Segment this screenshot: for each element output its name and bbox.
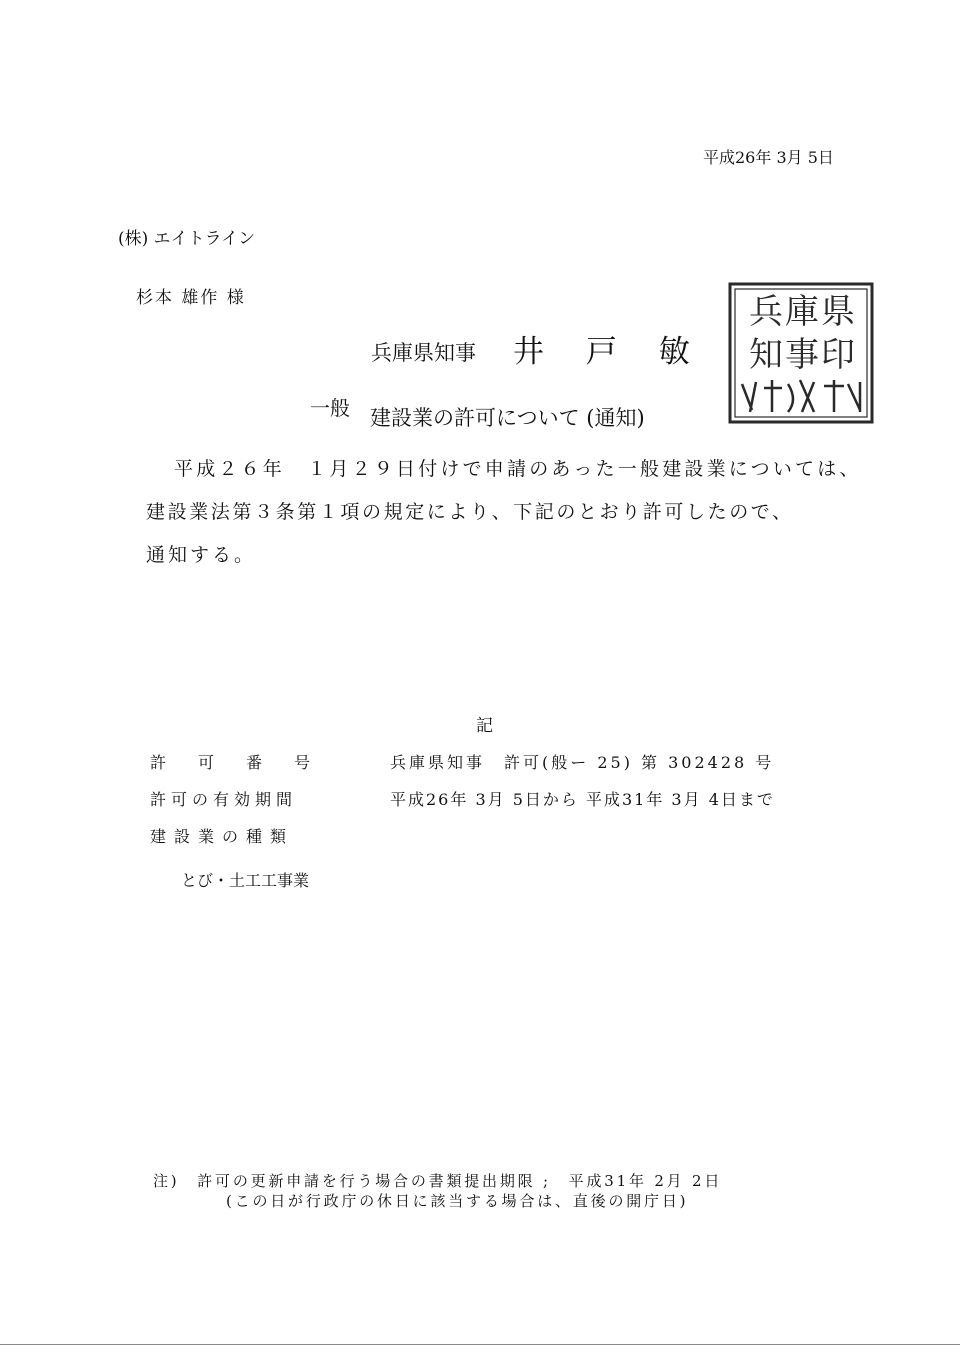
license-number-label: 許可番号 [150, 753, 343, 772]
svg-text:兵庫県: 兵庫県 [749, 292, 857, 332]
issuer-name: 井 戸 敏 [513, 334, 706, 370]
renewal-note-detail: (この日が行政庁の休日に該当する場合は、直後の開庁日) [226, 1192, 689, 1210]
industry-type-value: とび・土工工事業 [181, 871, 310, 890]
bottom-edge-line [0, 1344, 960, 1345]
validity-period-label: 許可の有効期間 [150, 790, 298, 809]
issue-date: 平成26年 3月 5日 [703, 148, 834, 167]
body-line: 平成２６年 １月２９日付けで申請のあった一般建設業については、 [174, 458, 862, 480]
validity-period-value: 平成26年 3月 5日から 平成31年 3月 4日まで [390, 790, 775, 809]
record-heading: 記 [476, 716, 493, 736]
recipient-name: 杉本 雄作 様 [136, 288, 246, 308]
recipient-company: (株) エイトライン [118, 229, 256, 249]
official-seal-icon [726, 280, 876, 426]
body-line: 建設業法第３条第１項の規定により、下記のとおり許可したので、 [146, 501, 794, 523]
issuer-title: 兵庫県知事 [371, 341, 476, 365]
body-line: 通知する。 [146, 544, 257, 566]
industry-type-label: 建設業の種類 [150, 827, 295, 846]
renewal-note: 注) 許可の更新申請を行う場合の書類提出期限 ; 平成31年 2月 2日 [153, 1172, 723, 1190]
svg-text:知事印: 知事印 [749, 335, 857, 375]
notice-subject: 建設業の許可について (通知) [370, 406, 645, 430]
license-number-value: 兵庫県知事 許可(般ー 25) 第 302428 号 [390, 753, 775, 772]
notice-body [146, 448, 862, 577]
license-category: 一般 [310, 396, 350, 420]
